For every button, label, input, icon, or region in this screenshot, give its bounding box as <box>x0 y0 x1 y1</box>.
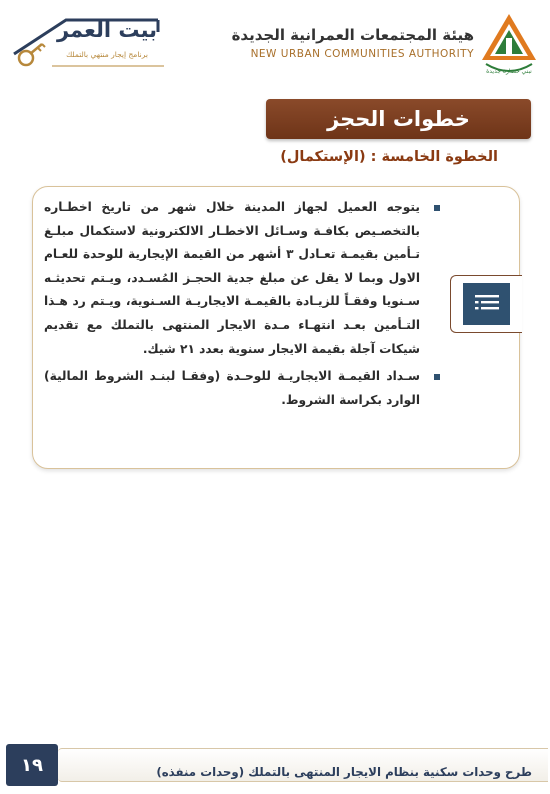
section-title-banner <box>266 99 531 139</box>
list-item <box>44 365 442 412</box>
bullet-list <box>44 196 442 412</box>
page-footer <box>0 740 550 794</box>
page-header <box>0 0 550 90</box>
footer-title: طرح وحدات سكنية بنظام الايجار المنتهى بالتملك (وحدات منفذه) <box>156 765 532 779</box>
authority-name-ar: هيئة المجتمعات العمرانية الجديدة <box>231 26 474 44</box>
svg-text:نبني حضارة جديدة: نبني حضارة جديدة <box>486 68 532 75</box>
page-number-box <box>6 744 58 786</box>
program-title: بيت العمر <box>56 18 158 42</box>
footer-bar <box>58 748 548 782</box>
page-number: ١٩ <box>21 754 43 776</box>
step-heading: الخطوة الخامسة : (الإستكمال) <box>280 149 498 165</box>
bullet-text: سـداد القيمـة الايجاريـة للوحـدة (وفقـا لبنـد الشروط المالية) الوارد بكراسة الشروط. <box>44 369 420 407</box>
nuca-logo-icon <box>478 12 540 78</box>
bullet-square-icon <box>434 205 440 211</box>
authority-name <box>232 26 474 60</box>
list-document-icon <box>463 283 510 325</box>
program-subtitle: برنامج إيجار منتهي بالتملك <box>66 50 148 59</box>
list-item <box>44 196 442 361</box>
section-title: خطوات الحجز <box>327 107 470 131</box>
bullet-square-icon <box>434 374 440 380</box>
bullet-text: يتوجه العميل لجهاز المدينة خلال شهر من تاريخ اخطـاره بالتخصـيص بكافـة وسـائل الاخطـار الالكترونية لاستكمال مبلـغ تـأمين بقيمـة تعـادل ٣ أشهر من القيمة الإيجارية للوحدة للعـام الاول وبما لا يقل عن مبلغ جدية الحجـز المُسـدد، ويـتم تحديثـه سـنويا وفقـاً للزيـادة بالقيمـة الايجاريـة السـنوية، ويـتم رد هـذا التـأمين بعـد انتهـاء مـدة الايجار المنتهى بالتملك مع تقديم شيكات آجلة بقيمة الايجار سنوية بعدد ٢١ شيك. <box>44 200 420 356</box>
authority-name-en: NEW URBAN COMMUNITIES AUTHORITY <box>250 48 474 60</box>
list-lines-icon <box>475 294 499 314</box>
